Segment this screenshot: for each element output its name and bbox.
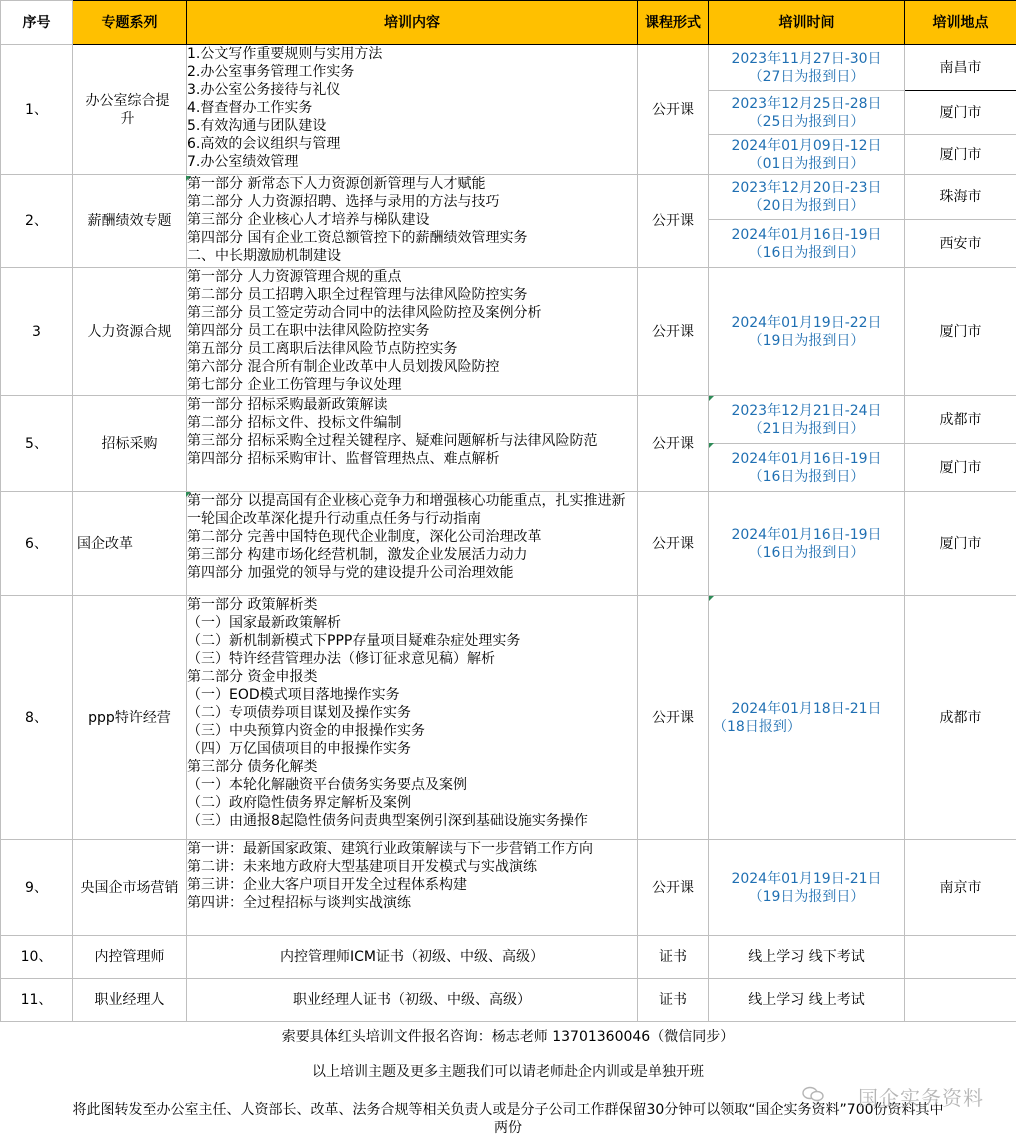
row-form: 公开课 <box>638 840 709 936</box>
content-line: （四）万亿国债项目的申报操作实务 <box>187 741 411 757</box>
footer-share-a: 将此图转发至办公室主任、人资部长、改革、法务合规等相关负责人或是分子公司工作群保留30分钟可以领取“国企实务资料”700份资料其中 <box>72 1102 944 1118</box>
content-line: 第三部分 构建市场化经营机制，激发企业发展活力动力 <box>187 547 528 563</box>
row-place: 厦门市 <box>905 492 1016 596</box>
content-line: 第三部分 债务化解类 <box>187 759 318 775</box>
content-line: 第三讲：企业大客户项目开发全过程体系构建 <box>187 877 467 893</box>
row-form: 公开课 <box>638 492 709 596</box>
row-series: 薪酬绩效专题 <box>73 175 187 268</box>
content-line: 第三部分 员工签定劳动合同中的法律风险防控及案例分析 <box>187 305 542 321</box>
cell-marker-icon <box>709 443 714 448</box>
row-time: 线上学习 线下考试 <box>709 936 905 979</box>
time-date: 2024年01月09日-12日 <box>731 137 882 154</box>
content-line: 第七部分 企业工伤管理与争议处理 <box>187 377 402 393</box>
row-place <box>905 936 1016 979</box>
time-note: （27日为报到日） <box>748 68 865 85</box>
row-content <box>187 396 638 492</box>
table-row <box>1 45 1016 91</box>
row-no: 2、 <box>1 175 73 268</box>
col-header-form: 课程形式 <box>638 1 709 45</box>
cell-marker-icon <box>186 176 191 181</box>
row-series <box>73 492 187 596</box>
content-line: （一）本轮化解融资平台债务实务要点及案例 <box>187 777 467 793</box>
time-date: 2024年01月19日-22日 <box>731 314 882 331</box>
content-line: 第一部分 新常态下人力资源创新管理与人才赋能 <box>187 176 486 192</box>
content-line: 6.高效的会议组织与管理 <box>187 136 341 152</box>
time-note: （19日为报到日） <box>748 332 865 349</box>
time-date: 2024年01月16日-19日 <box>731 226 882 243</box>
content-line: 第二部分 招标文件、投标文件编制 <box>187 415 402 431</box>
col-header-no: 序号 <box>1 1 73 45</box>
content-line: 第二部分 人力资源招聘、选择与录用的方法与技巧 <box>187 194 500 210</box>
content-line: 第一讲：最新国家政策、建筑行业政策解读与下一步营销工作方向 <box>187 841 593 857</box>
content-line: （二）专项债券项目谋划及操作实务 <box>187 705 411 721</box>
content-line: 2.办公室事务管理工作实务 <box>187 64 355 80</box>
row-content <box>187 268 638 396</box>
row-time <box>709 492 905 596</box>
row-time <box>709 268 905 396</box>
row-form: 证书 <box>638 979 709 1022</box>
content-line: 5.有效沟通与团队建设 <box>187 118 327 134</box>
content-line: （一）国家最新政策解析 <box>187 615 341 631</box>
row-no: 3 <box>1 268 73 396</box>
row-form: 公开课 <box>638 175 709 268</box>
content-line: 第一部分 以提高国有企业核心竞争力和增强核心功能重点，扎实推进新一轮国企改革深化提升行动重点任务与行动指南 <box>187 493 626 527</box>
row-content: 职业经理人证书（初级、中级、高级） <box>187 979 638 1022</box>
row-no: 11、 <box>1 979 73 1022</box>
table-row <box>1 396 1016 444</box>
footer-share-b: 两份 <box>494 1120 522 1136</box>
time-note: （19日为报到日） <box>748 888 865 905</box>
row-place: 厦门市 <box>905 91 1016 135</box>
row-time <box>709 596 905 840</box>
row-no: 10、 <box>1 936 73 979</box>
row-no: 9、 <box>1 840 73 936</box>
row-content <box>187 175 638 268</box>
time-date: 2024年01月16日-19日 <box>731 450 882 467</box>
row-form: 公开课 <box>638 596 709 840</box>
row-place: 珠海市 <box>905 175 1016 220</box>
content-line: 第二部分 完善中国特色现代企业制度，深化公司治理改革 <box>187 529 542 545</box>
row-time: 线上学习 线上考试 <box>709 979 905 1022</box>
table-row <box>1 936 1016 979</box>
table-row <box>1 979 1016 1022</box>
table-row <box>1 175 1016 220</box>
row-no: 6、 <box>1 492 73 596</box>
table-row <box>1 268 1016 396</box>
content-line: （三）由通报8起隐性债务问责典型案例引深到基础设施实务操作 <box>187 813 588 829</box>
row-place: 南昌市 <box>905 45 1016 91</box>
row-content: 内控管理师ICM证书（初级、中级、高级） <box>187 936 638 979</box>
row-series <box>73 45 187 175</box>
time-date: 2023年12月21日-24日 <box>731 402 882 419</box>
content-line: （二）政府隐性债务界定解析及案例 <box>187 795 411 811</box>
time-date: 2023年11月27日-30日 <box>731 50 882 67</box>
watermark-text: 国企实务资料 <box>858 1086 984 1110</box>
content-line: 第二部分 员工招聘入职全过程管理与法律风险防控实务 <box>187 287 528 303</box>
content-line: 第一部分 招标采购最新政策解读 <box>187 397 388 413</box>
row-time <box>709 91 905 135</box>
content-line: 7.办公室绩效管理 <box>187 154 299 170</box>
row-series: 招标采购 <box>73 396 187 492</box>
row-time <box>709 135 905 175</box>
time-note: （25日为报到日） <box>748 113 865 130</box>
footer-inhouse: 以上培训主题及更多主题我们可以请老师赴企内训或是单独开班 <box>312 1064 704 1080</box>
row-place: 成都市 <box>905 596 1016 840</box>
row-no: 5、 <box>1 396 73 492</box>
time-date: 2024年01月18日-21日 <box>731 700 882 717</box>
row-series: 内控管理师 <box>73 936 187 979</box>
time-date: 2023年12月25日-28日 <box>731 95 882 112</box>
row-place: 厦门市 <box>905 135 1016 175</box>
col-header-place: 培训地点 <box>905 1 1016 45</box>
row-form: 公开课 <box>638 268 709 396</box>
row-series: 职业经理人 <box>73 979 187 1022</box>
row-content <box>187 596 638 840</box>
row-series: ppp特许经营 <box>73 596 187 840</box>
row-no: 1、 <box>1 45 73 175</box>
footer-contact: 索要具体红头培训文件报名咨询：杨志老师 13701360046（微信同步） <box>281 1029 735 1045</box>
content-line: 1.公文写作重要规则与实用方法 <box>187 46 383 62</box>
time-note: （20日为报到日） <box>748 198 865 214</box>
table-row <box>1 492 1016 596</box>
content-line: 第四部分 员工在职中法律风险防控实务 <box>187 323 430 339</box>
time-date: 2024年01月19日-21日 <box>731 870 882 887</box>
content-line: 二、中长期激励机制建设 <box>187 248 341 264</box>
content-line: 第三部分 招标采购全过程关键程序、疑难问题解析与法律风险防范 <box>187 433 598 449</box>
content-line: （三）特许经营管理办法（修订征求意见稿）解析 <box>187 651 495 667</box>
row-time <box>709 45 905 91</box>
col-header-time: 培训时间 <box>709 1 905 45</box>
content-line: 第四部分 加强党的领导与党的建设提升公司治理效能 <box>187 565 514 581</box>
series-text: 办公室综合提升 <box>85 92 170 127</box>
content-line: （二）新机制新模式下PPP存量项目疑难杂症处理实务 <box>187 633 521 649</box>
row-place <box>905 979 1016 1022</box>
time-note: （16日为报到日） <box>748 244 865 261</box>
time-note: （18日报到） <box>713 718 801 735</box>
content-line: 第四讲：全过程招标与谈判实战演练 <box>187 895 411 911</box>
content-line: （三）中央预算内资金的申报操作实务 <box>187 723 425 739</box>
row-form: 证书 <box>638 936 709 979</box>
row-series: 央国企市场营销 <box>73 840 187 936</box>
time-date: 2023年12月20日-23日 <box>731 180 882 196</box>
row-content <box>187 840 638 936</box>
row-time <box>709 840 905 936</box>
content-line: 4.督查督办工作实务 <box>187 100 313 116</box>
row-place: 厦门市 <box>905 268 1016 396</box>
content-line: 第三部分 企业核心人才培养与梯队建设 <box>187 212 430 228</box>
table-row <box>1 840 1016 936</box>
content-line: 第一部分 人力资源管理合规的重点 <box>187 269 402 285</box>
time-note: （16日为报到日） <box>748 468 865 485</box>
row-time <box>709 444 905 492</box>
cell-marker-icon <box>186 492 191 497</box>
content-line: （一）EOD模式项目落地操作实务 <box>187 687 400 703</box>
time-note: （16日为报到日） <box>748 544 865 561</box>
time-note: （01日为报到日） <box>748 155 865 172</box>
row-place: 南京市 <box>905 840 1016 936</box>
row-place: 西安市 <box>905 220 1016 268</box>
header-row <box>1 1 1016 45</box>
series-text: 国企改革 <box>77 535 133 552</box>
row-place: 成都市 <box>905 396 1016 444</box>
content-line: 第一部分 政策解析类 <box>187 597 318 613</box>
content-line: 第二讲：未来地方政府大型基建项目开发模式与实战演练 <box>187 859 537 875</box>
row-time <box>709 220 905 268</box>
row-time <box>709 175 905 220</box>
row-time <box>709 396 905 444</box>
content-line: 第四部分 招标采购审计、监督管理热点、难点解析 <box>187 451 500 467</box>
table-row <box>1 596 1016 840</box>
row-form: 公开课 <box>638 45 709 175</box>
row-content <box>187 492 638 596</box>
row-content <box>187 45 638 175</box>
time-note: （21日为报到日） <box>748 420 865 437</box>
cell-marker-icon <box>709 396 714 401</box>
row-no: 8、 <box>1 596 73 840</box>
wechat-icon <box>802 1086 824 1102</box>
time-date: 2024年01月16日-19日 <box>731 526 882 543</box>
content-line: 第五部分 员工离职后法律风险节点防控实务 <box>187 341 458 357</box>
col-header-series: 专题系列 <box>73 1 187 45</box>
cell-marker-icon <box>709 596 714 601</box>
row-series: 人力资源合规 <box>73 268 187 396</box>
content-line: 第二部分 资金申报类 <box>187 669 318 685</box>
content-line: 第四部分 国有企业工资总额管控下的薪酬绩效管理实务 <box>187 230 528 246</box>
row-place: 厦门市 <box>905 444 1016 492</box>
content-line: 第六部分 混合所有制企业改革中人员划拨风险防控 <box>187 359 500 375</box>
content-line: 3.办公室公务接待与礼仪 <box>187 82 341 98</box>
row-form: 公开课 <box>638 396 709 492</box>
col-header-content: 培训内容 <box>187 1 638 45</box>
